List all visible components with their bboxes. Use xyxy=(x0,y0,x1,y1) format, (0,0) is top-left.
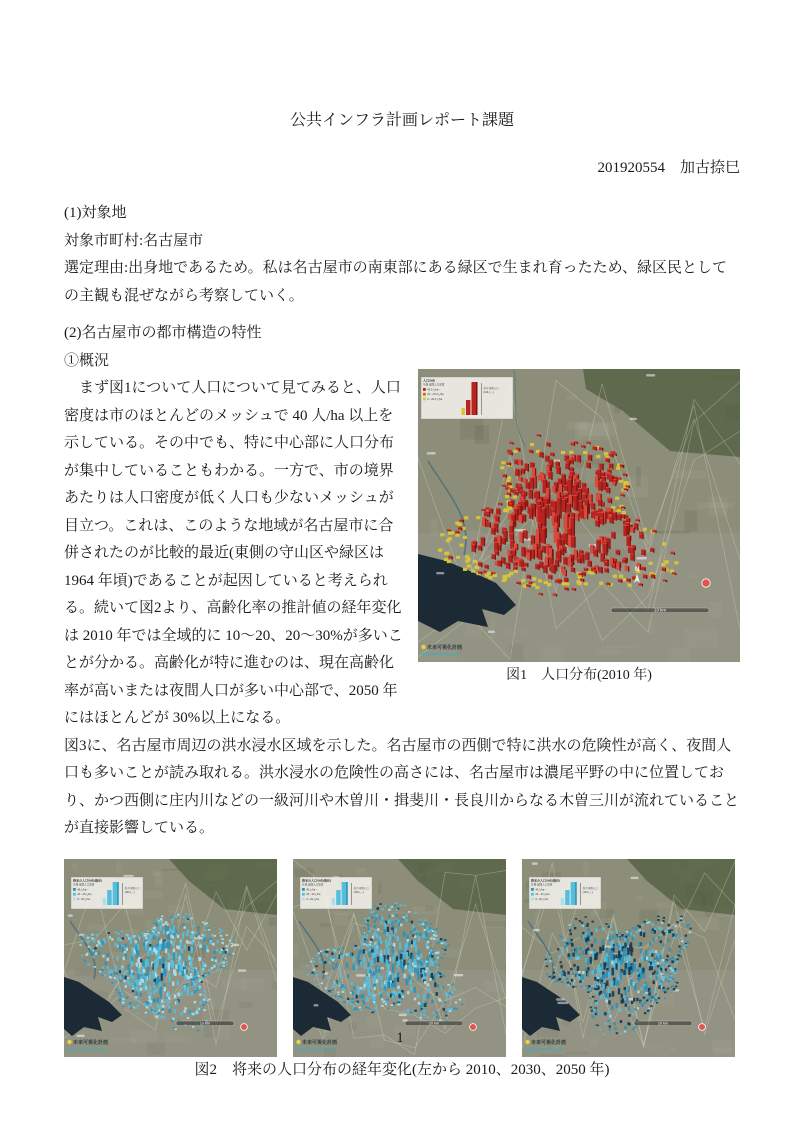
svg-text:10 km: 10 km xyxy=(654,607,666,613)
section1-heading: (1)対象地 xyxy=(64,205,127,221)
svg-text:凡例:夜間人口密度: 凡例:夜間人口密度 xyxy=(302,883,324,886)
svg-text:将来の人口分布(推計): 将来の人口分布(推計) xyxy=(73,878,102,882)
svg-text:20〜40人/ha: 20〜40人/ha xyxy=(535,892,550,896)
svg-text:https://mieruka.city: https://mieruka.city xyxy=(67,1046,106,1051)
paragraph-with-figure1 xyxy=(64,375,740,843)
svg-text:0〜20人/ha: 0〜20人/ha xyxy=(77,897,91,901)
svg-text:https://mieruka.city: https://mieruka.city xyxy=(525,1046,564,1051)
svg-text:将来の人口分布(推計): 将来の人口分布(推計) xyxy=(531,878,560,882)
svg-text:0〜20.0人/ha: 0〜20.0人/ha xyxy=(427,398,443,401)
svg-text:未来可視化計画: 未来可視化計画 xyxy=(73,1039,109,1046)
author-line: 201920554 加古捺巳 xyxy=(597,160,740,176)
svg-text:https://mieruka.city: https://mieruka.city xyxy=(296,1046,335,1051)
svg-text:40人/ha〜: 40人/ha〜 xyxy=(306,887,318,891)
svg-text:N: N xyxy=(635,567,640,573)
svg-text:未来可視化計画: 未来可視化計画 xyxy=(302,1039,338,1046)
svg-text:(100人〜): (100人〜) xyxy=(483,391,494,394)
overview-paragraph-b: 図3に、名古屋市周辺の洪水浸水区域を示した。名古屋市の西側で特に洪水の危険性が高く、夜間人口も多いことが読み取れる。洪水浸水の危険性の高さには、名古屋市は濃尾平野の中に位置しており、かつ西側に庄内川などの一級河川や木曽川・揖斐川・長良川からなる木曽三川が流れていることが直接影響している。 xyxy=(64,737,740,836)
svg-text:40人/ha〜: 40人/ha〜 xyxy=(77,887,89,891)
svg-text:10 km: 10 km xyxy=(199,1021,211,1026)
section2-subheading: ①概況 xyxy=(64,352,110,369)
svg-text:40人/ha〜: 40人/ha〜 xyxy=(535,887,547,891)
figure-1 xyxy=(418,369,740,685)
svg-text:20〜40人/ha: 20〜40人/ha xyxy=(77,892,92,896)
svg-text:未来可視化計画: 未来可視化計画 xyxy=(427,645,463,651)
figure1-caption: 図1 人口分布(2010 年) xyxy=(506,668,652,683)
page-number: 1 xyxy=(396,1030,404,1046)
svg-text:凡例:夜間人口密度: 凡例:夜間人口密度 xyxy=(73,883,95,886)
svg-text:高さ:夜間人口: 高さ:夜間人口 xyxy=(582,886,598,890)
svg-text:凡例:夜間人口密度: 凡例:夜間人口密度 xyxy=(531,883,553,886)
section2-heading: (2)名古屋市の都市構造の特性 xyxy=(64,325,262,341)
fig2-map-2050 xyxy=(522,859,735,1057)
svg-text:(100人〜): (100人〜) xyxy=(353,890,365,894)
svg-text:10 km: 10 km xyxy=(657,1021,669,1026)
report-title: 公共インフラ計画レポート課題 xyxy=(289,112,514,129)
body-text xyxy=(64,200,740,1084)
svg-text:凡例:夜間人口密度: 凡例:夜間人口密度 xyxy=(423,383,445,387)
svg-text:0〜20人/ha: 0〜20人/ha xyxy=(535,897,549,901)
population-map-2010 xyxy=(418,369,740,662)
svg-text:人口分布: 人口分布 xyxy=(423,378,436,383)
overview-paragraph-a: まず図1について人口について見てみると、人口密度は市のほとんどのメッシュで 40 人/ha 以上を示している。その中でも、特に中心部に人口分布が集中していることもわかる。一方で、市の境界あたりは人口密度が低く人口も少ないメッシュが目立つ。これは、このような地域が名古屋市に合併されたのが比較的最近(東側の守山区や緑区は 1964 年頃)であることが起因していると考えられる。続いて図2より、高齢化率の推計値の経年変化は 2010 年では全域的に 10〜20、20〜30%が多いことが分かる。高齢化が特に進むのは、現在高齢化率が高いまたは夜間人口が多い中心部で、2050 年にはほとんどが 30%以上になる。 xyxy=(64,380,403,726)
svg-text:高さ:夜間人口: 高さ:夜間人口 xyxy=(483,387,499,390)
svg-text:20〜40.0人/ha: 20〜40.0人/ha xyxy=(427,393,444,397)
svg-text:40.0人/ha〜: 40.0人/ha〜 xyxy=(427,388,441,392)
svg-text:未来可視化計画: 未来可視化計画 xyxy=(531,1039,567,1046)
svg-text:10 km: 10 km xyxy=(428,1021,440,1026)
target-city-line: 対象市町村:名古屋市 xyxy=(64,232,204,249)
svg-text:0〜20人/ha: 0〜20人/ha xyxy=(306,897,320,901)
svg-text:(100人〜): (100人〜) xyxy=(124,890,136,894)
svg-text:高さ:夜間人口: 高さ:夜間人口 xyxy=(124,886,140,890)
selection-reason-line: 選定理由:出身地であるため。私は名古屋市の南東部にある緑区で生まれ育ったため、緑区民としての主観も混ぜながら考察していく。 xyxy=(64,260,727,304)
svg-text:(100人〜): (100人〜) xyxy=(582,890,594,894)
svg-text:https://mieruka.city: https://mieruka.city xyxy=(421,651,460,657)
fig2-map-2010 xyxy=(64,859,277,1057)
fig2-map-2030 xyxy=(293,859,506,1057)
figure2-caption: 図2 将来の人口分布の経年変化(左から 2010、2030、2050 年) xyxy=(194,1061,610,1078)
svg-text:高さ:夜間人口: 高さ:夜間人口 xyxy=(353,886,369,890)
figure-2 xyxy=(64,859,740,1057)
svg-text:20〜40人/ha: 20〜40人/ha xyxy=(306,892,321,896)
svg-text:将来の人口分布(推計): 将来の人口分布(推計) xyxy=(302,878,331,882)
